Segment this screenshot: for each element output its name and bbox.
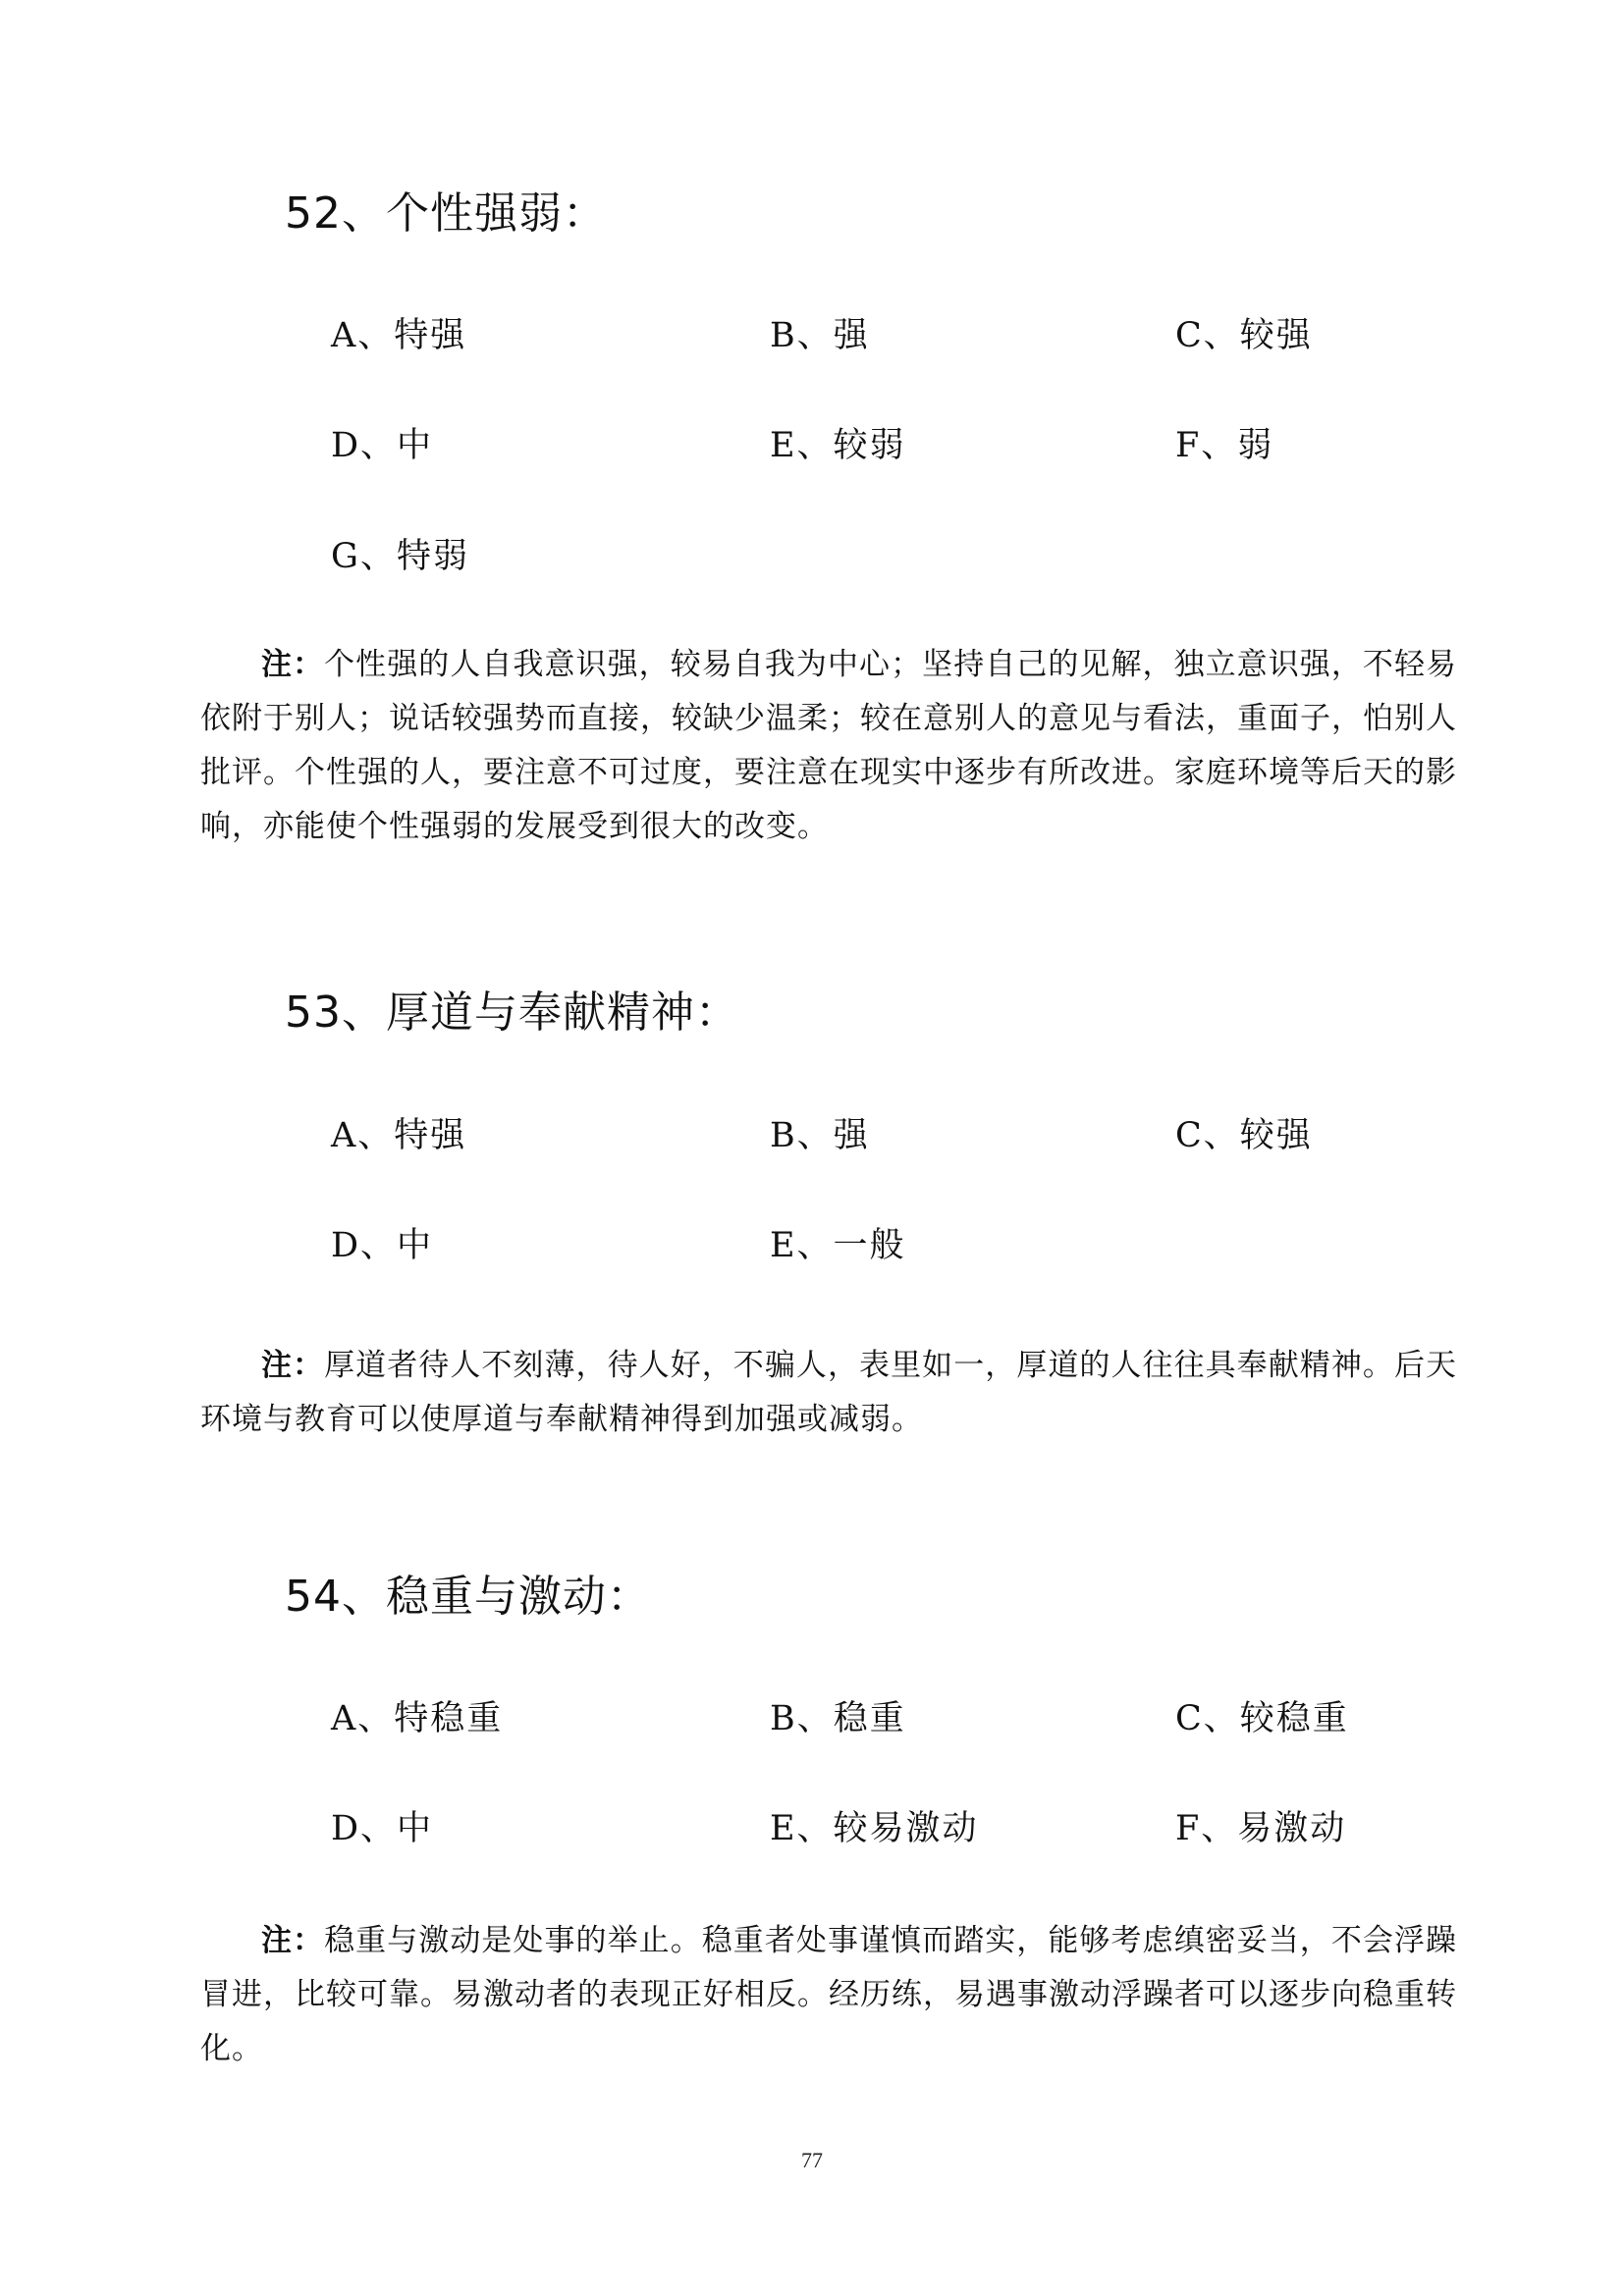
- option-f: F、易激动: [1175, 1809, 1347, 1848]
- section-title-54: 54、稳重与激动：: [285, 1572, 651, 1622]
- option-d: D、中: [331, 426, 434, 465]
- option-a: A、特稳重: [331, 1699, 504, 1738]
- note-label: 注：: [261, 1348, 325, 1383]
- option-f: F、弱: [1175, 426, 1274, 465]
- option-a: A、特强: [331, 316, 467, 355]
- option-b: B、强: [770, 1116, 870, 1155]
- note-text: 厚道者待人不刻薄，待人好，不骗人，表里如一，厚道的人往往具奉献精神。后天环境与教育可以使厚道与奉献精神得到加强或减弱。: [200, 1348, 1457, 1437]
- option-d: D、中: [331, 1226, 434, 1265]
- note-paragraph-53: [200, 1339, 1457, 1447]
- option-e: E、一般: [770, 1226, 906, 1265]
- option-c: C、较强: [1175, 316, 1313, 355]
- note-text: 个性强的人自我意识强，较易自我为中心；坚持自己的见解，独立意识强，不轻易依附于别人；说话较强势而直接，较缺少温柔；较在意别人的意见与看法，重面子，怕别人批评。个性强的人，要注意不可过度，要注意在现实中逐步有所改进。家庭环境等后天的影响，亦能使个性强弱的发展受到很大的改变。: [200, 647, 1457, 844]
- note-paragraph-54: [200, 1914, 1457, 2076]
- option-d: D、中: [331, 1809, 434, 1848]
- note-text: 稳重与激动是处事的举止。稳重者处事谨慎而踏实，能够考虑缜密妥当，不会浮躁冒进，比较可靠。易激动者的表现正好相反。经历练，易遇事激动浮躁者可以逐步向稳重转化。: [200, 1923, 1457, 2066]
- note-label: 注：: [261, 647, 325, 682]
- section-title-53: 53、厚道与奉献精神：: [285, 988, 739, 1038]
- option-c: C、较稳重: [1175, 1699, 1349, 1738]
- page-number: 77: [801, 2148, 823, 2172]
- note-label: 注：: [261, 1923, 325, 1958]
- option-g: G、特弱: [331, 537, 469, 576]
- option-e: E、较弱: [770, 426, 906, 465]
- note-paragraph-52: [200, 638, 1457, 854]
- option-c: C、较强: [1175, 1116, 1313, 1155]
- option-a: A、特强: [331, 1116, 467, 1155]
- option-e: E、较易激动: [770, 1809, 979, 1848]
- option-b: B、稳重: [770, 1699, 906, 1738]
- option-b: B、强: [770, 316, 870, 355]
- section-title-52: 52、个性强弱：: [285, 188, 607, 239]
